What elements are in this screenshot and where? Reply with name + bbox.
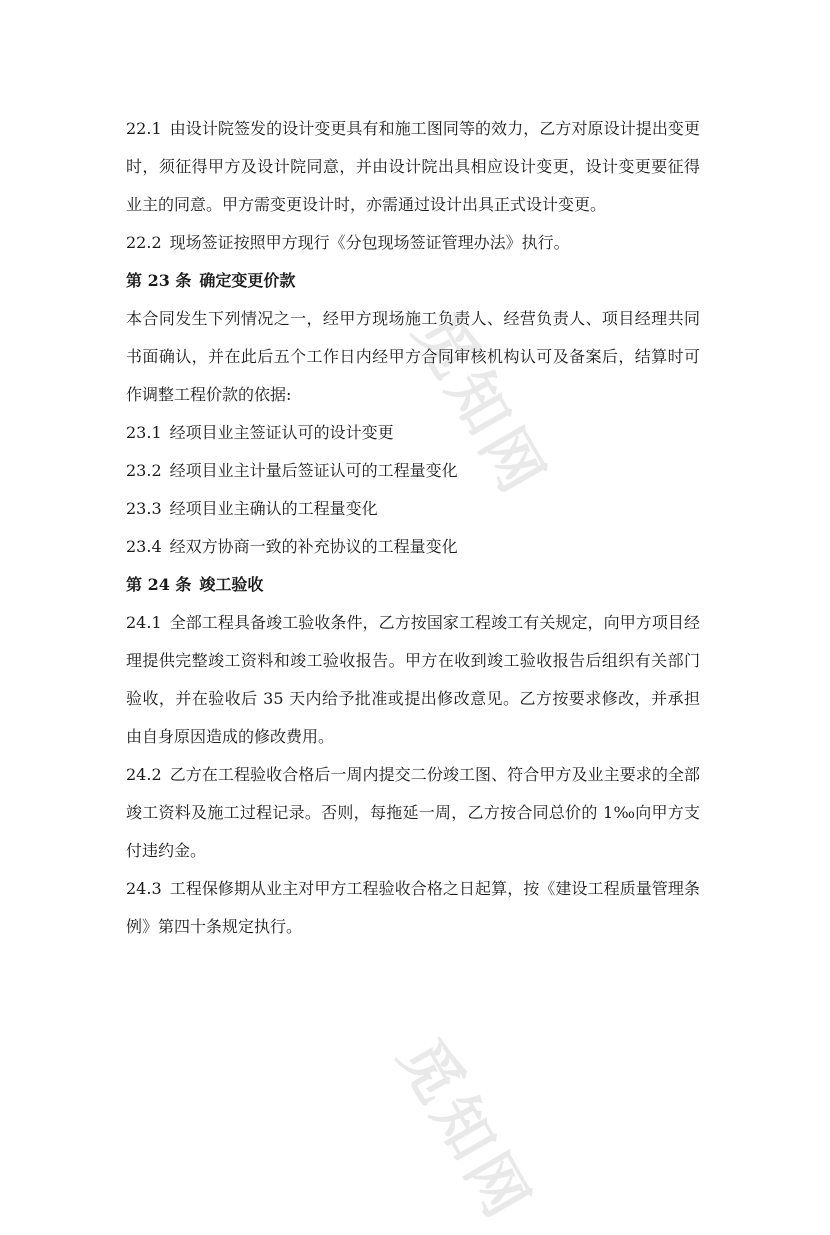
article-23-heading xyxy=(126,262,700,300)
watermark-bottom: 觅知网 xyxy=(384,1027,545,1234)
clause-text: 乙方在工程验收合格后一周内提交二份竣工图、符合甲方及业主要求的全部竣工资料及施工过程记录。否则，每拖延一周，乙方按合同总价的 1‰向甲方支付违约金。 xyxy=(126,765,700,860)
clause-text: 工程保修期从业主对甲方工程验收合格之日起算，按《建设工程质量管理条例》第四十条规定执行。 xyxy=(126,879,700,936)
clause-text: 经项目业主确认的工程量变化 xyxy=(169,499,378,518)
article-23-intro xyxy=(126,300,700,414)
article-title: 竣工验收 xyxy=(199,575,264,594)
watermark-top: 觅知网 xyxy=(399,302,560,509)
clause-text: 本合同发生下列情况之一，经甲方现场施工负责人、经营负责人、项目经理共同书面确认，并在此后五个工作日内经甲方合同审核机构认可及备案后，结算时可作调整工程价款的依据: xyxy=(126,309,700,404)
article-24-heading xyxy=(126,566,700,604)
clause-text: 现场签证按照甲方现行《分包现场签证管理办法》执行。 xyxy=(169,233,570,252)
clause-24-3 xyxy=(126,870,700,946)
clause-22-2 xyxy=(126,224,700,262)
clause-text: 经项目业主计量后签证认可的工程量变化 xyxy=(169,461,458,480)
clause-text: 经项目业主签证认可的设计变更 xyxy=(169,423,394,442)
article-title: 确定变更价款 xyxy=(199,271,296,290)
clause-number: 23.1 xyxy=(126,423,162,442)
clause-number: 24.1 xyxy=(126,613,162,632)
clause-24-1 xyxy=(126,604,700,756)
clause-23-4 xyxy=(126,528,700,566)
clause-23-1 xyxy=(126,414,700,452)
clause-23-3 xyxy=(126,490,700,528)
clause-23-2 xyxy=(126,452,700,490)
clause-number: 23.3 xyxy=(126,499,162,518)
clause-number: 24.2 xyxy=(126,765,162,784)
clause-number: 23.2 xyxy=(126,461,162,480)
clause-text: 由设计院签发的设计变更具有和施工图同等的效力，乙方对原设计提出变更时，须征得甲方及设计院同意，并由设计院出具相应设计变更，设计变更要征得业主的同意。甲方需变更设计时，亦需通过设计出具正式设计变更。 xyxy=(126,119,700,214)
article-number: 第 23 条 xyxy=(126,271,192,290)
clause-number: 23.4 xyxy=(126,537,162,556)
clause-number: 24.3 xyxy=(126,879,162,898)
clause-number: 22.2 xyxy=(126,233,162,252)
clause-24-2 xyxy=(126,756,700,870)
article-number: 第 24 条 xyxy=(126,575,192,594)
clause-text: 经双方协商一致的补充协议的工程量变化 xyxy=(169,537,458,556)
clause-number: 22.1 xyxy=(126,119,162,138)
clause-text: 全部工程具备竣工验收条件，乙方按国家工程竣工有关规定，向甲方项目经理提供完整竣工资料和竣工验收报告。甲方在收到竣工验收报告后组织有关部门验收，并在验收后 35 天内给予批准或提出修改意见。乙方按要求修改，并承担由自身原因造成的修改费用。 xyxy=(126,613,700,746)
clause-22-1 xyxy=(126,110,700,224)
